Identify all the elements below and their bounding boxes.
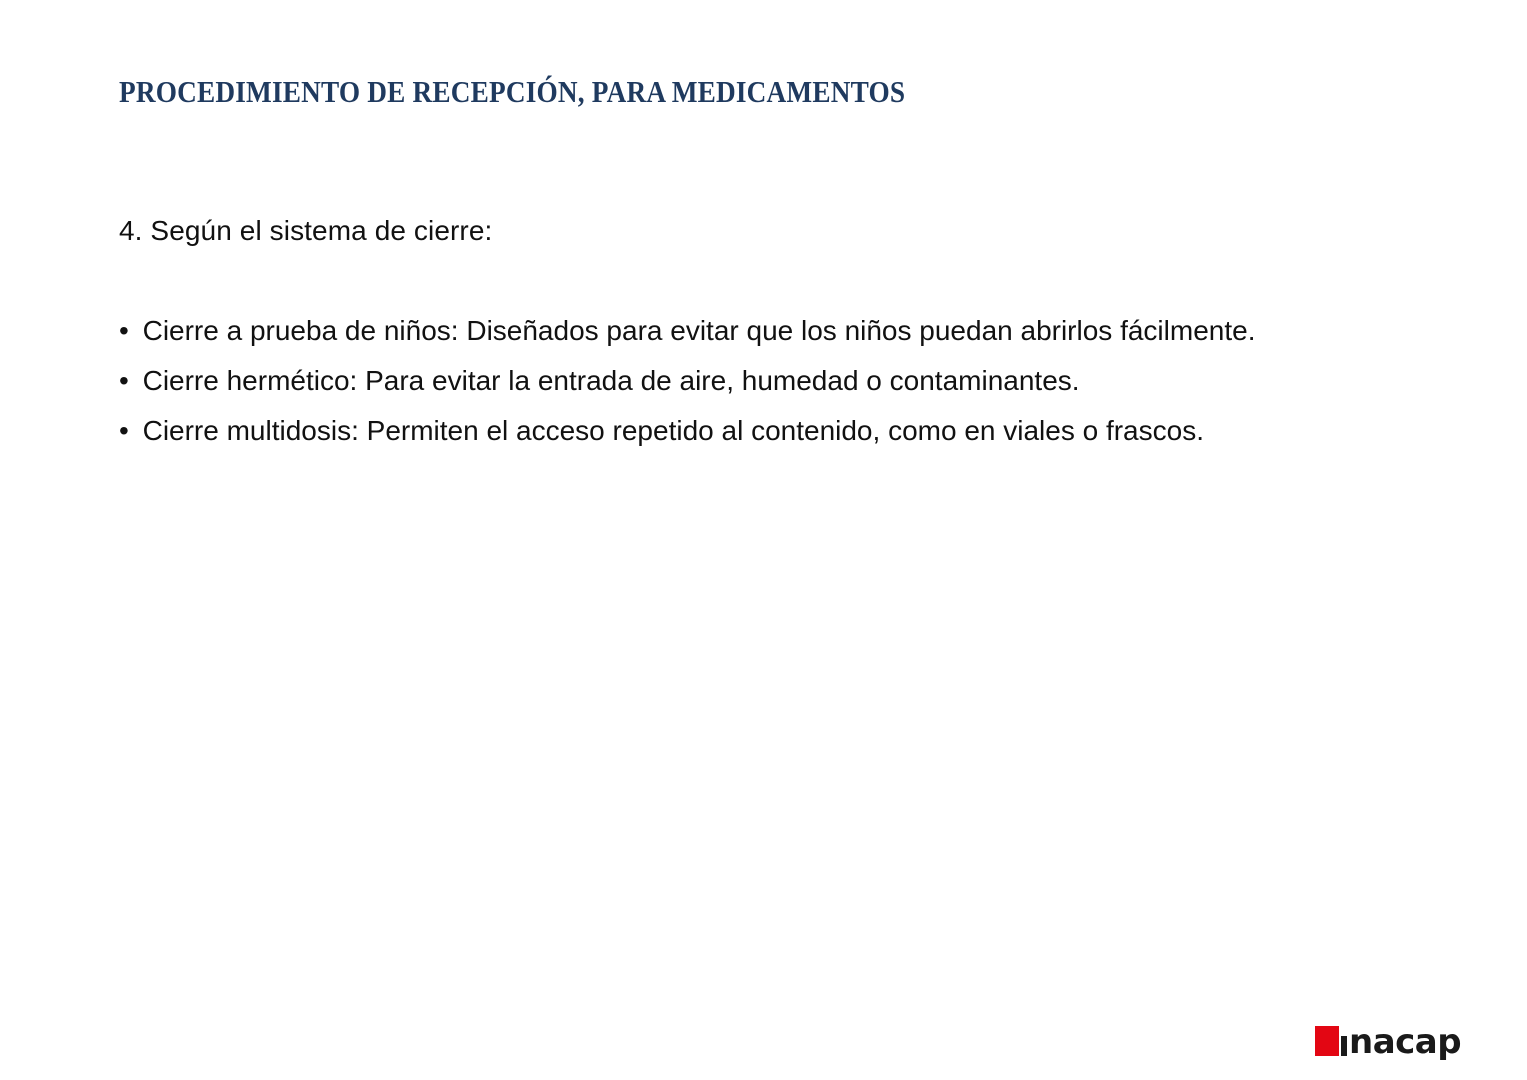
document-body: [119, 206, 1356, 456]
list-item-text: Cierre a prueba de niños: Diseñados para evitar que los niños puedan abrirlos fácilmente.: [142, 315, 1256, 346]
list-item-text: Cierre hermético: Para evitar la entrada de aire, humedad o contaminantes.: [142, 365, 1080, 396]
inacap-logo-mark-icon: [1315, 1026, 1339, 1056]
list-item-hermetic: [119, 356, 1356, 406]
bullet-icon: •: [119, 315, 129, 346]
logo-stem: [1341, 1036, 1347, 1056]
section-heading: 4. Según el sistema de cierre:: [119, 215, 493, 246]
list-item-child-resistant: [119, 306, 1356, 356]
list-item-multidose: [119, 406, 1356, 456]
list-item-text: Cierre multidosis: Permiten el acceso repetido al contenido, como en viales o frascos.: [142, 415, 1204, 446]
inacap-logo: [1315, 1022, 1461, 1062]
bullet-icon: •: [119, 365, 129, 396]
page-title: PROCEDIMIENTO DE RECEPCIÓN, PARA MEDICAMENTOS: [119, 74, 906, 109]
logo-text: nacap: [1349, 1022, 1462, 1062]
closure-types-list: [119, 306, 1356, 456]
bullet-icon: •: [119, 415, 129, 446]
